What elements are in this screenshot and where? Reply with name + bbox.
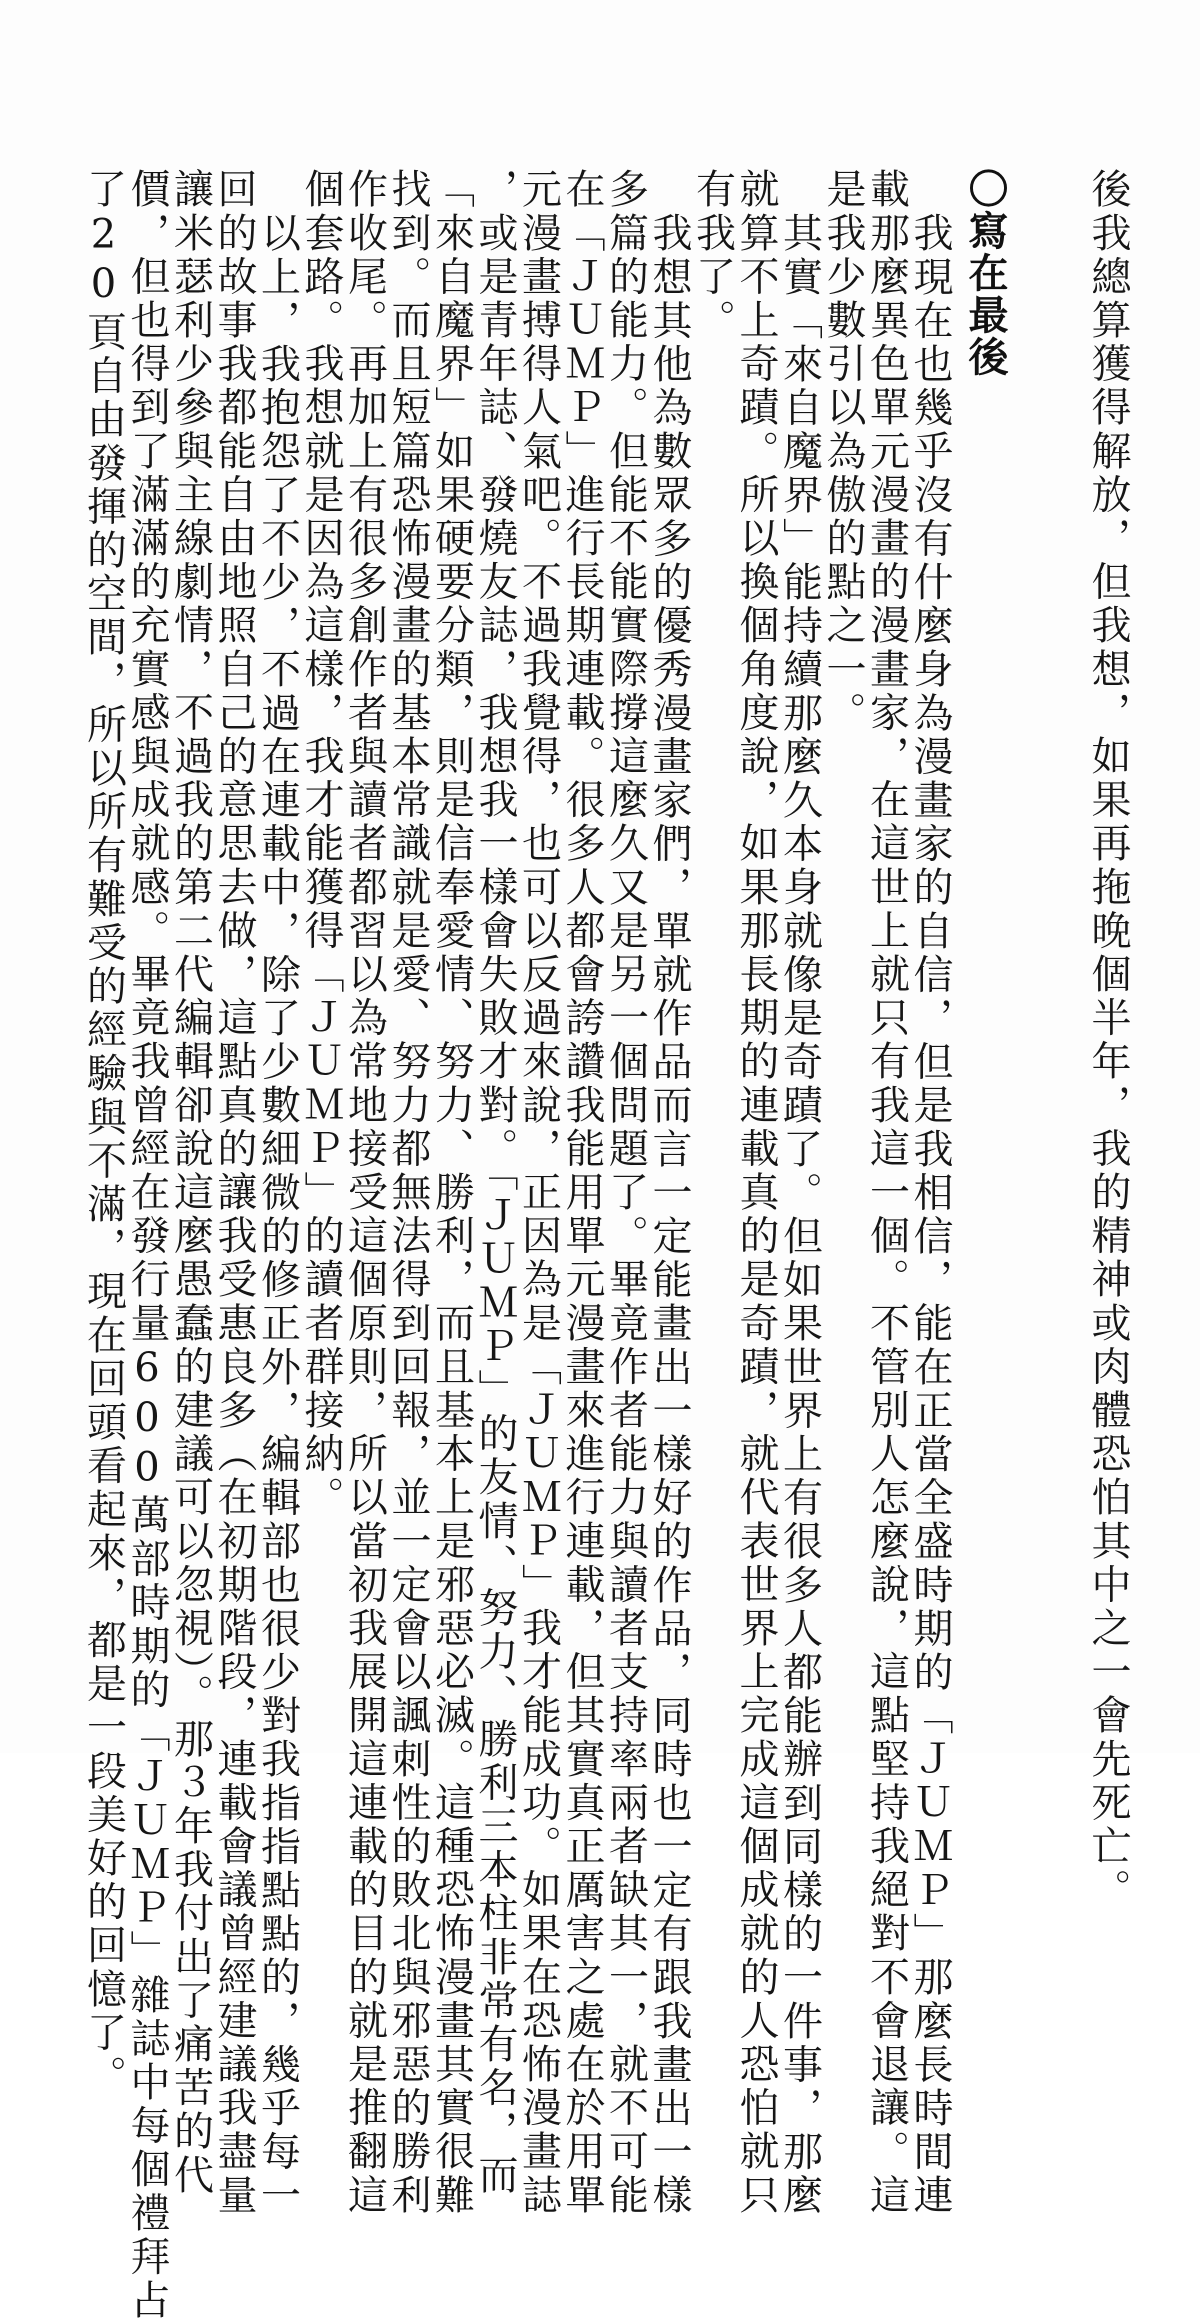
text-column: 是我少數引以為傲的點之一。 [820, 168, 866, 735]
section-heading: 〇寫在最後 [962, 168, 1008, 378]
carryover-line: 後我總算獲得解放，但我想，如果再拖晚個半年，我的精神或肉體恐怕其中之一會先死亡。 [1085, 168, 1131, 1912]
text-column: ，或是青年誌、發燒友誌，我想我一樣會失敗才對。「ＪＵＭＰ」的友情、努力、勝利三本柱非常有名，而 [472, 168, 518, 2198]
text-column: 回的故事我都能自由地照自己的意思去做，這點真的讓我受惠良多（在初期階段，連載會議曾經建議我盡量 [211, 168, 257, 2218]
text-column: 有我了。 [689, 168, 736, 343]
text-column: 其實「來自魔界」能持續那麼久本身就像是奇蹟了。但如果世界上有很多人都能辦到同樣的一件事，那麼 [776, 212, 823, 2218]
text-column: 讓米瑟利少參與主線劇情，不過我的第二代編輯卻說這麼愚蠢的建議可以忽視）。那３年我付出了痛苦的代 [167, 168, 214, 2198]
text-column: 就算不上奇蹟。所以換個角度說，如果那長期的連載真的是奇蹟，就代表世界上完成這個成就的人恐怕就只 [733, 168, 779, 2218]
text-column: 在「ＪＵＭＰ」進行長期連載。很多人都會誇讚我能用單元漫畫來進行連載，但其實真正厲害之處在於用單 [559, 168, 605, 2218]
text-column: 個套路。我想就是因為這樣，我才能獲得「ＪＵＭＰ」的讀者群接納。 [298, 168, 344, 1520]
text-column: 我想其他為數眾多的優秀漫畫家們，單就作品而言一定能畫出一樣好的作品，同時也一定有跟我畫出一樣 [646, 212, 692, 2218]
text-column: 價，但也得到了滿滿的充實感與成就感。畢竟我曾經在發行量600萬部時期的「ＪＵＭＰ」雜誌中每個禮拜占 [124, 168, 170, 2322]
text-column: 我現在也幾乎沒有什麼身為漫畫家的自信，但是我相信，能在正當全盛時期的「ＪＵＭＰ」那麼長時間連 [907, 212, 953, 2218]
text-column: 元漫畫搏得人氣吧。不過我覺得，也可以反過來說，正因為是「ＪＵＭＰ」我才能成功。如果在恐怖漫畫誌 [515, 168, 562, 2218]
text-column: 「來自魔界」如果硬要分類，則是信奉愛情、努力、勝利，而且基本上是邪惡必滅。這種恐怖漫畫其實很難 [428, 168, 475, 2218]
text-column: 以上，我抱怨了不少，不過在連載中，除了少數細微的修正外，編輯部也很少對我指指點點的，幾乎每一 [254, 212, 301, 2218]
text-column: 多篇的能力。但能不能實際撐這麼久又是另一個問題了。畢竟作者能力與讀者支持率兩者缺其一，就不可能 [602, 168, 649, 2218]
text-column: 作收尾。再加上有很多創作者與讀者都習以為常地接受這個原則，所以當初我展開這連載的目的就是推翻這 [341, 168, 388, 2218]
text-column: 載那麼異色單元漫畫的漫畫家，在這世上就只有我這一個。不管別人怎麼說，這點堅持我絕對不會退讓。這 [863, 168, 910, 2218]
text-column: 了20頁自由發揮的空間，所以所有難受的經驗與不滿，現在回頭看起來，都是一段美好的回憶了。 [80, 168, 127, 2099]
text-column: 找到。而且短篇恐怖漫畫的基本常識就是愛、努力都無法得到回報，並一定會以諷刺性的敗北與邪惡的勝利 [385, 168, 431, 2218]
